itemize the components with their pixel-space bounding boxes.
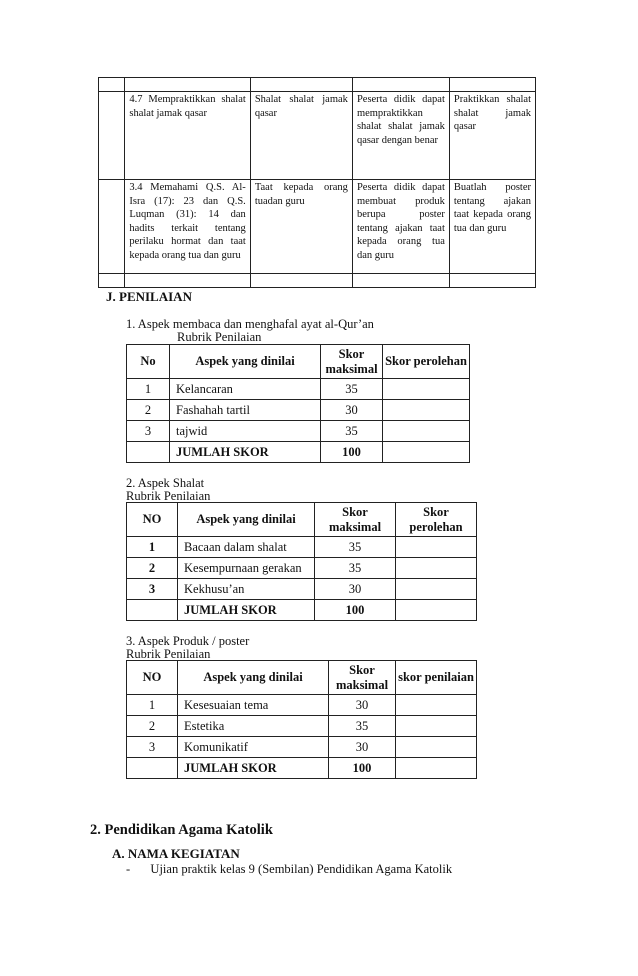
column-header: Aspek yang dinilai — [170, 345, 321, 379]
column-header: NO — [127, 503, 178, 537]
aspect-title: 1. Aspek membaca dan menghafal ayat al-Qur’an — [126, 317, 374, 331]
row-number: 2 — [127, 716, 178, 737]
max-score: 35 — [315, 537, 396, 558]
table-cell — [125, 274, 250, 288]
max-score: 35 — [321, 379, 383, 400]
row-number: 1 — [127, 695, 178, 716]
rubric-subtitle: Rubrik Penilaian — [177, 330, 262, 344]
table-cell — [99, 180, 125, 274]
row-number: 2 — [127, 400, 170, 421]
table-cell — [396, 600, 477, 621]
rubric-table — [126, 344, 470, 463]
table-header-row — [127, 503, 477, 537]
table-cell — [99, 78, 125, 92]
total-row — [127, 758, 477, 779]
competency-table — [98, 77, 536, 288]
table-cell — [99, 274, 125, 288]
aspect-name: Kesesuaian tema — [178, 695, 329, 716]
rubric-subtitle: Rubrik Penilaian — [126, 489, 211, 503]
table-cell: 4.7 Mempraktikkan shalat shalat jamak qasar — [125, 92, 250, 180]
table-cell: Peserta didik dapat mempraktikkan shalat shalat jamak qasar dengan benar — [352, 92, 449, 180]
aspect-name: Kesempurnaan gerakan — [178, 558, 315, 579]
aspect-title: 3. Aspek Produk / poster — [126, 634, 250, 648]
table-row — [127, 379, 470, 400]
table-cell — [449, 78, 535, 92]
obtained-score — [383, 400, 470, 421]
column-header: Skor perolehan — [396, 503, 477, 537]
aspect-name: Kelancaran — [170, 379, 321, 400]
table-row — [127, 579, 477, 600]
aspect-title: 2. Aspek Shalat — [126, 476, 205, 490]
obtained-score — [396, 579, 477, 600]
max-score: 30 — [315, 579, 396, 600]
total-value: 100 — [321, 442, 383, 463]
aspect-name: Kekhusu’an — [178, 579, 315, 600]
obtained-score — [396, 537, 477, 558]
table-cell — [352, 274, 449, 288]
section-heading: 2. Pendidikan Agama Katolik — [90, 822, 273, 838]
column-header: Aspek yang dinilai — [178, 503, 315, 537]
max-score: 30 — [329, 695, 396, 716]
table-row — [99, 92, 536, 180]
table-row — [127, 695, 477, 716]
rubric-subtitle: Rubrik Penilaian — [126, 647, 211, 661]
max-score: 35 — [329, 716, 396, 737]
total-label: JUMLAH SKOR — [170, 442, 321, 463]
row-number: 3 — [127, 737, 178, 758]
table-row — [99, 78, 536, 92]
column-header: Skor maksimal — [321, 345, 383, 379]
table-cell — [127, 442, 170, 463]
column-header: Skor perolehan — [383, 345, 470, 379]
total-value: 100 — [329, 758, 396, 779]
table-cell — [99, 92, 125, 180]
table-cell: Taat kepada orang tuadan guru — [250, 180, 352, 274]
table-cell — [383, 442, 470, 463]
table-row — [127, 737, 477, 758]
column-header: Aspek yang dinilai — [178, 661, 329, 695]
table-row — [127, 421, 470, 442]
total-label: JUMLAH SKOR — [178, 600, 315, 621]
row-number: 3 — [127, 579, 178, 600]
table-cell — [250, 274, 352, 288]
total-value: 100 — [315, 600, 396, 621]
aspect-name: Komunikatif — [178, 737, 329, 758]
table-cell: Peserta didik dapat membuat produk berupa poster tentang ajakan taat kepada orang tua dan guru — [352, 180, 449, 274]
table-cell: 3.4 Memahami Q.S. Al- Isra (17): 23 dan Q.S. Luqman (31): 14 dan hadits terkait tentang perilaku hormat dan taat kepada orang tua dan guru — [125, 180, 250, 274]
table-row — [99, 274, 536, 288]
table-row — [127, 558, 477, 579]
table-row — [127, 716, 477, 737]
total-row — [127, 442, 470, 463]
table-cell: Shalat shalat jamak qasar — [250, 92, 352, 180]
table-cell: Praktikkan shalat shalat jamak qasar — [449, 92, 535, 180]
column-header: skor penilaian — [396, 661, 477, 695]
max-score: 35 — [321, 421, 383, 442]
table-cell — [352, 78, 449, 92]
total-row — [127, 600, 477, 621]
table-cell — [396, 758, 477, 779]
table-cell: Buatlah poster tentang ajakan taat kepada orang tua dan guru — [449, 180, 535, 274]
obtained-score — [396, 737, 477, 758]
table-cell — [250, 78, 352, 92]
bullet-marker: - — [126, 862, 131, 876]
list-item — [126, 862, 452, 877]
table-cell — [125, 78, 250, 92]
rubric-table — [126, 502, 477, 621]
row-number: 3 — [127, 421, 170, 442]
column-header: Skor maksimal — [329, 661, 396, 695]
row-number: 1 — [127, 537, 178, 558]
list-item-text: Ujian praktik kelas 9 (Sembilan) Pendidikan Agama Katolik — [150, 862, 453, 876]
obtained-score — [396, 558, 477, 579]
aspect-name: Fashahah tartil — [170, 400, 321, 421]
max-score: 30 — [329, 737, 396, 758]
obtained-score — [383, 379, 470, 400]
row-number: 1 — [127, 379, 170, 400]
column-header: Skor maksimal — [315, 503, 396, 537]
row-number: 2 — [127, 558, 178, 579]
column-header: No — [127, 345, 170, 379]
section-heading: J. PENILAIAN — [106, 289, 192, 304]
table-cell — [127, 758, 178, 779]
obtained-score — [396, 716, 477, 737]
obtained-score — [383, 421, 470, 442]
table-cell — [127, 600, 178, 621]
table-row — [99, 180, 536, 274]
max-score: 30 — [321, 400, 383, 421]
obtained-score — [396, 695, 477, 716]
table-row — [127, 400, 470, 421]
subsection-heading: A. NAMA KEGIATAN — [112, 846, 240, 861]
table-header-row — [127, 661, 477, 695]
total-label: JUMLAH SKOR — [178, 758, 329, 779]
aspect-name: Estetika — [178, 716, 329, 737]
table-cell — [449, 274, 535, 288]
aspect-name: tajwid — [170, 421, 321, 442]
column-header: NO — [127, 661, 178, 695]
rubric-table — [126, 660, 477, 779]
max-score: 35 — [315, 558, 396, 579]
aspect-name: Bacaan dalam shalat — [178, 537, 315, 558]
table-header-row — [127, 345, 470, 379]
table-row — [127, 537, 477, 558]
